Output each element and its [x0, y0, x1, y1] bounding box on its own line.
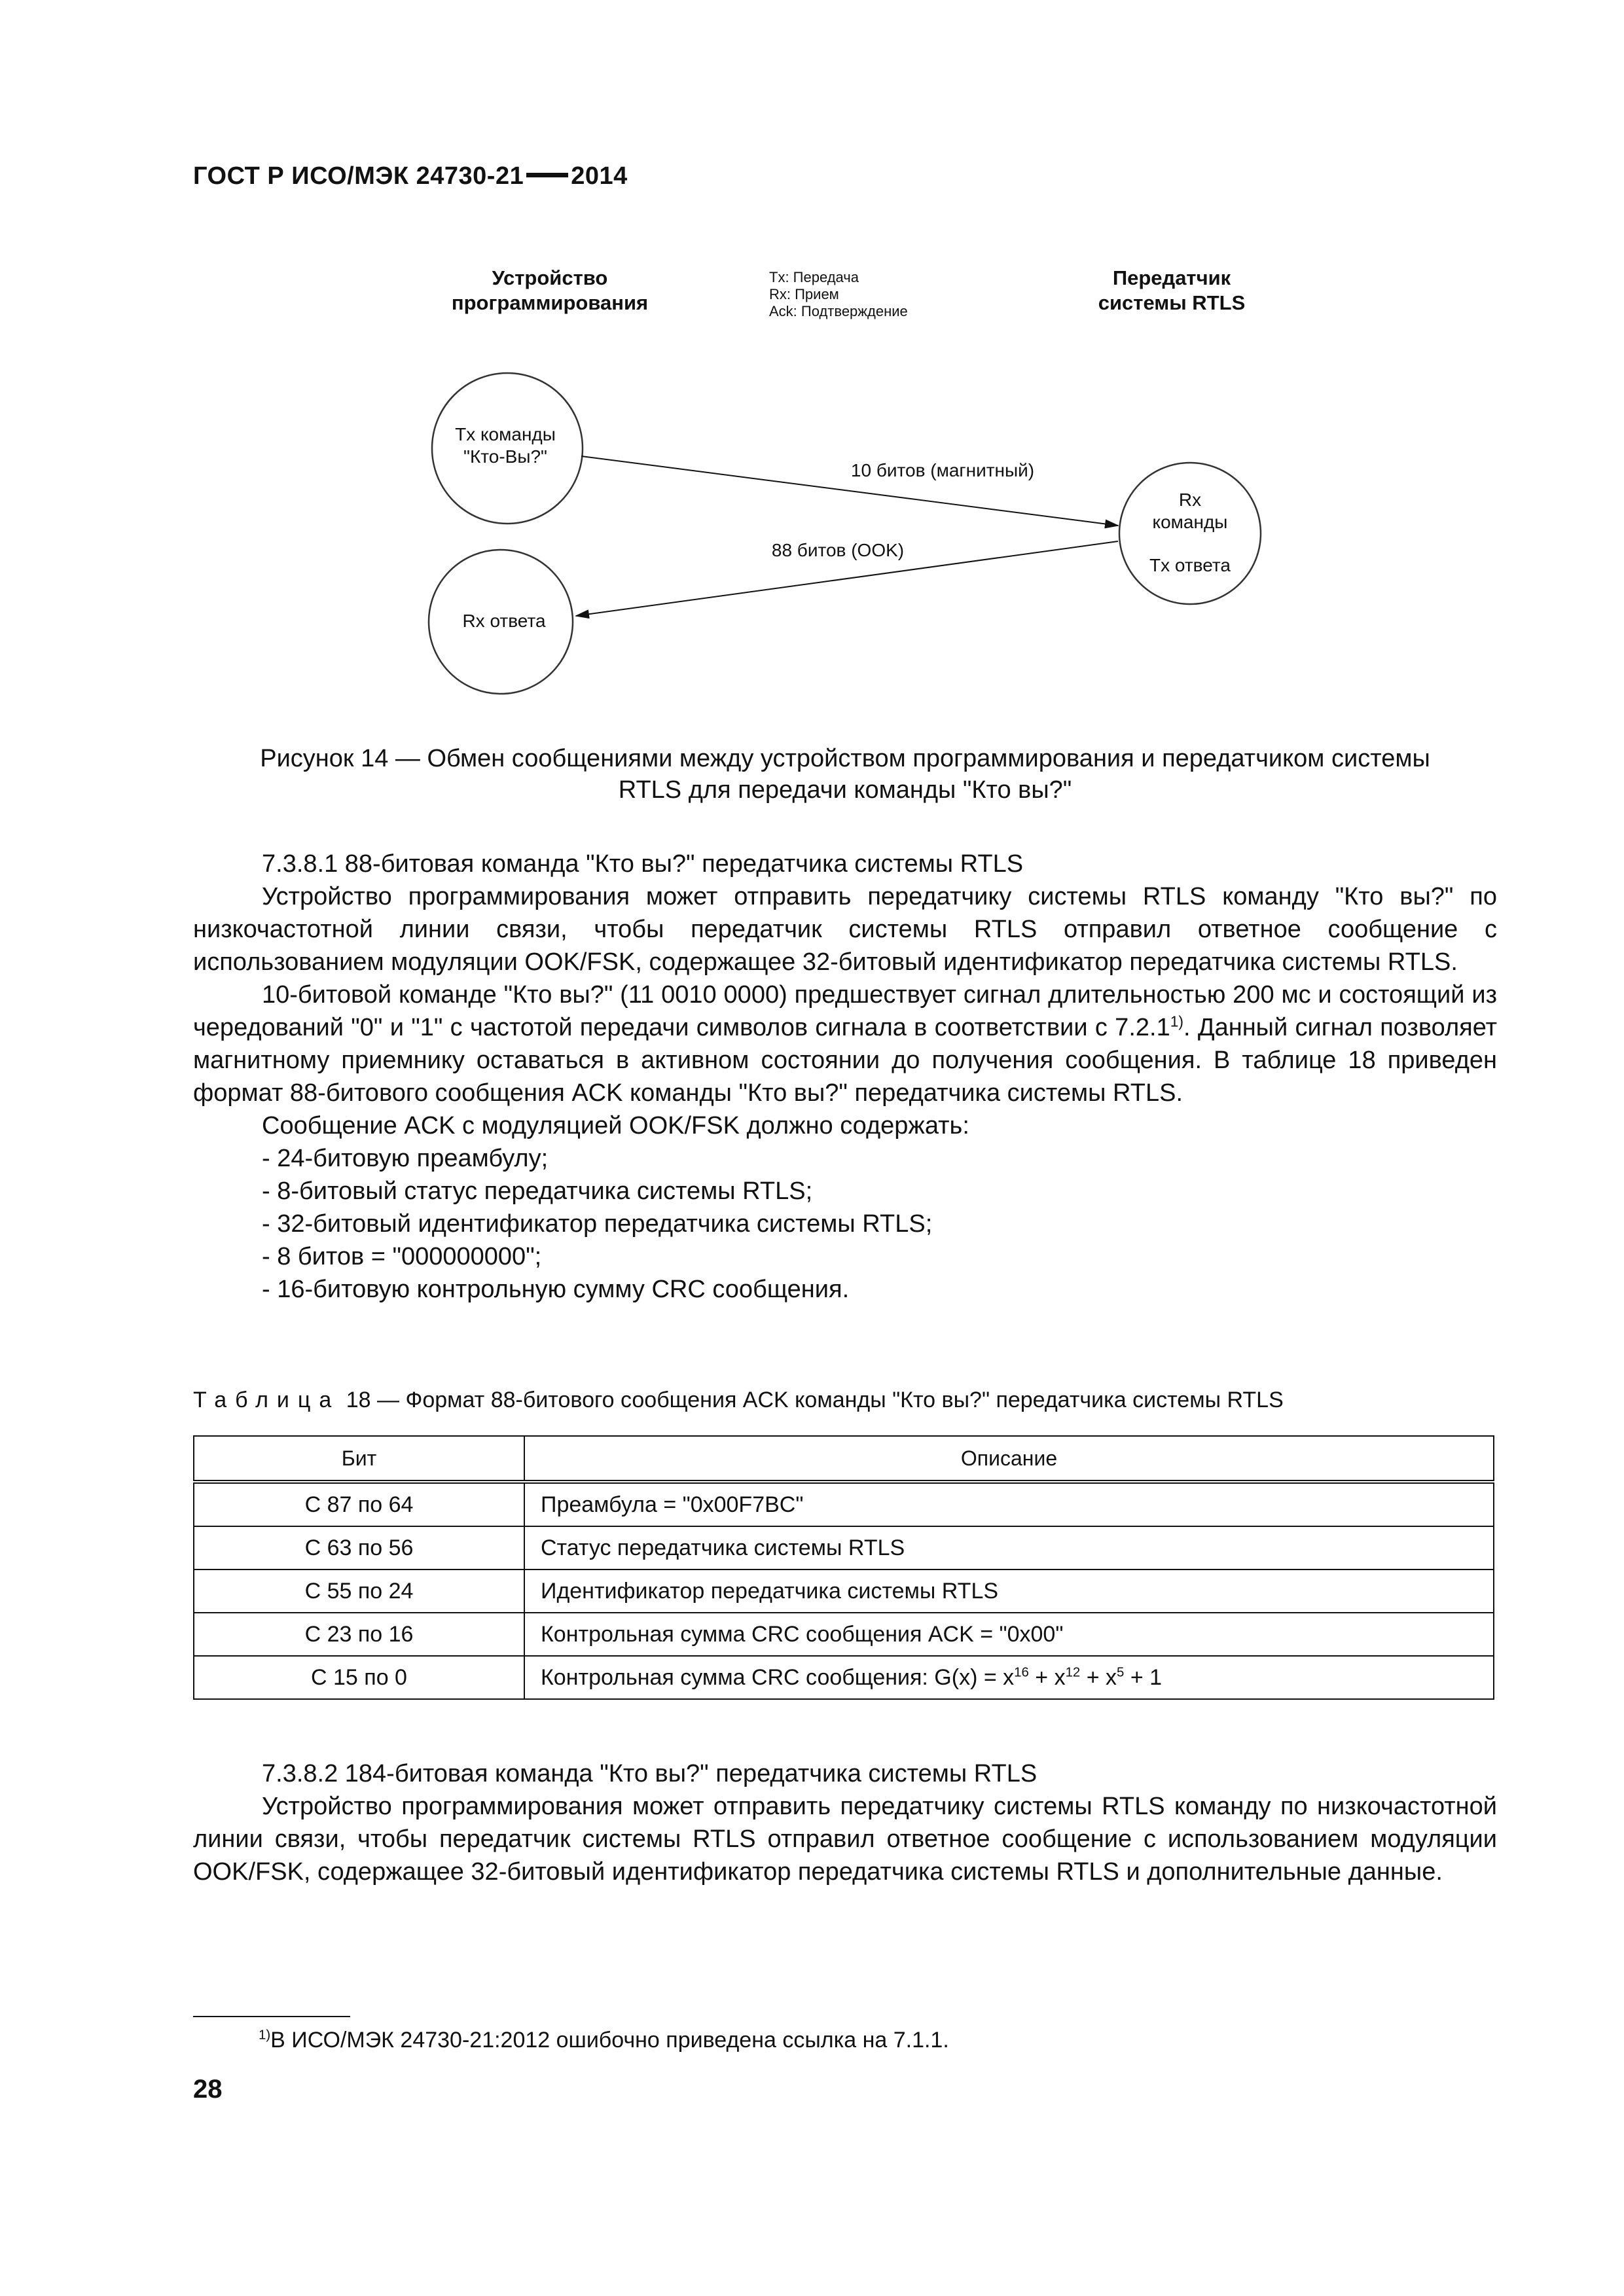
legend-tx: Tx: Передача	[769, 269, 859, 285]
crc-formula-text: + x	[1080, 1664, 1117, 1690]
table-cell-description: Контрольная сумма CRC сообщения ACK = "0x00"	[524, 1613, 1494, 1656]
table-cell-description: Преамбула = "0x00F7BC"	[524, 1482, 1494, 1526]
figure-caption-line-1: Рисунок 14 — Обмен сообщениями между устройством программирования и передатчиком системы	[260, 745, 1430, 772]
left-title-line-1: Устройство	[492, 266, 608, 289]
header-dash	[526, 173, 568, 177]
message-exchange-diagram	[393, 259, 1309, 717]
paragraph: Сообщение ACK с модуляцией OOK/FSK должно содержать:	[262, 1112, 969, 1139]
node-tx-command-line-1: Tx команды	[455, 424, 556, 444]
right-title-line-1: Передатчик	[1112, 266, 1231, 289]
node-transmitter-line-1: Rx	[1178, 490, 1202, 510]
legend-rx: Rx: Прием	[769, 286, 839, 302]
document-header	[193, 162, 628, 190]
footnote-text: В ИСО/МЭК 24730-21:2012 ошибочно приведена ссылка на 7.1.1.	[270, 2028, 949, 2053]
table-row	[194, 1570, 1494, 1613]
table-cell-description	[524, 1656, 1494, 1699]
footnote-reference: 1)	[1170, 1013, 1183, 1030]
node-transmitter	[1119, 463, 1261, 604]
page-number: 28	[193, 2075, 223, 2104]
figure-caption	[193, 743, 1497, 806]
legend-ack: Ack: Подтверждение	[769, 303, 908, 319]
right-title-line-2: системы RTLS	[1098, 291, 1246, 314]
crc-formula-text: + x	[1028, 1664, 1066, 1690]
section-7-3-8-1	[193, 848, 1497, 1306]
paragraph-text: 10-битовой команде "Кто вы?" (11 0010 0000) предшествует сигнал длительностью 200 мс и состоящий из чередований "0" и "1" с частотой передачи символов сигнала в соответствии с 7.2.1	[193, 981, 1497, 1041]
footnote	[259, 2028, 949, 2053]
paragraph	[193, 978, 1497, 1109]
list-item: - 8 битов = "000000000";	[262, 1243, 542, 1270]
arrow-command	[581, 456, 1118, 526]
table-row	[194, 1613, 1494, 1656]
figure-caption-line-2: RTLS для передачи команды "Кто вы?"	[618, 776, 1072, 804]
table-row	[194, 1656, 1494, 1699]
list-item: - 32-битовый идентификатор передатчика системы RTLS;	[262, 1210, 933, 1238]
table-cell-bits: С 15 по 0	[194, 1656, 524, 1699]
table-title	[193, 1388, 1284, 1413]
section-heading: 7.3.8.2 184-битовая команда "Кто вы?" передатчика системы RTLS	[262, 1760, 1038, 1787]
header-standard: ГОСТ Р ИСО/МЭК 24730-21	[193, 162, 524, 190]
table-cell-bits: С 23 по 16	[194, 1613, 524, 1656]
table-header-description: Описание	[524, 1436, 1494, 1482]
table-cell-description: Статус передатчика системы RTLS	[524, 1526, 1494, 1570]
list-item: - 8-битовый статус передатчика системы RTLS;	[262, 1177, 813, 1205]
node-transmitter-line-2: команды	[1152, 512, 1228, 532]
section-heading: 7.3.8.1 88-битовая команда "Кто вы?" передатчика системы RTLS	[262, 850, 1024, 878]
table-header-row	[194, 1436, 1494, 1482]
paragraph-text: . Данный сигнал позволяет магнитному приемнику оставаться в активном состоянии до получения сообщения. В таблице 18 приведен формат 88-битового сообщения ACK команды "Кто вы?" передатчика системы RTLS.	[193, 1014, 1497, 1107]
table-title-word: Таблица	[193, 1388, 340, 1412]
paragraph: Устройство программирования может отправить передатчику системы RTLS команду "Кто вы?" по низкочастотной линии связи, чтобы передатчик системы RTLS отправил ответное сообщение с использованием модуляции OOK/FSK, содержащее 32-битовый идентификатор передатчика системы RTLS.	[193, 883, 1497, 976]
node-transmitter-line-3: Tx ответа	[1149, 555, 1231, 575]
section-7-3-8-2	[193, 1757, 1497, 1888]
footnote-mark: 1)	[259, 2028, 271, 2043]
header-year: 2014	[571, 162, 628, 190]
table-cell-description: Идентификатор передатчика системы RTLS	[524, 1570, 1494, 1613]
exponent: 5	[1117, 1665, 1125, 1680]
table-cell-bits: С 55 по 24	[194, 1570, 524, 1613]
list-item: - 16-битовую контрольную сумму CRC сообщения.	[262, 1276, 850, 1303]
table-row	[194, 1526, 1494, 1570]
left-title-line-2: программирования	[451, 291, 649, 314]
crc-formula-text: Контрольная сумма CRC сообщения: G(x) = x	[541, 1664, 1015, 1690]
footnote-rule	[193, 2016, 350, 2017]
arrow-command-label: 10 битов (магнитный)	[850, 460, 1035, 480]
node-tx-command-line-2: "Кто-Вы?"	[463, 446, 547, 467]
list-item: - 24-битовую преамбулу;	[262, 1145, 549, 1172]
table-row	[194, 1482, 1494, 1526]
paragraph: Устройство программирования может отправить передатчику системы RTLS команду по низкочастотной линии связи, чтобы передатчик системы RTLS отправил ответное сообщение с использованием модуляции OOK/FSK, содержащее 32-битовый идентификатор передатчика системы RTLS и дополнительные данные.	[193, 1793, 1497, 1886]
node-rx-response-label: Rx ответа	[462, 611, 546, 631]
table-title-text: 18 — Формат 88-битового сообщения ACK команды "Кто вы?" передатчика системы RTLS	[346, 1388, 1284, 1412]
table-cell-bits: С 63 по 56	[194, 1526, 524, 1570]
table-cell-bits: С 87 по 64	[194, 1482, 524, 1526]
table-header-bit: Бит	[194, 1436, 524, 1482]
exponent: 16	[1014, 1665, 1029, 1680]
exponent: 12	[1065, 1665, 1081, 1680]
arrow-response-label: 88 битов (OOK)	[771, 540, 905, 560]
crc-formula-text: + 1	[1124, 1664, 1163, 1690]
format-table	[193, 1435, 1494, 1700]
